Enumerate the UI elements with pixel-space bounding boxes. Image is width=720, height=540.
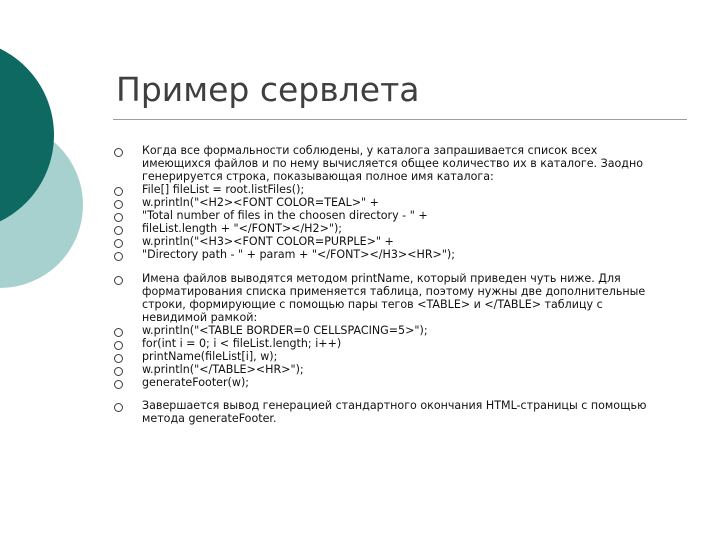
paragraph-line: "Directory path - " + param + "</FONT></H3><HR>"); <box>142 248 455 261</box>
paragraph-line: имеющихся файлов и по нему вычисляется общее количество их в каталоге. Заодно <box>142 157 644 170</box>
paragraph-line: w.println("</TABLE><HR>"); <box>142 363 304 376</box>
paragraph-line: w.println("<TABLE BORDER=0 CELLSPACING=5>"); <box>142 324 428 337</box>
paragraph-line: File[] fileList = root.listFiles(); <box>142 183 305 196</box>
paragraph-line: fileList.length + "</FONT></H2>"); <box>142 222 343 235</box>
bullet-icon <box>114 213 123 222</box>
paragraph-line: w.println("<H2><FONT COLOR=TEAL>" + <box>142 196 379 209</box>
bullet-icon <box>114 354 123 363</box>
bullet-icon <box>114 148 123 157</box>
paragraph-line: генерируется строка, показывающая полное имя каталога: <box>142 170 494 183</box>
paragraph-line: строки, формирующие с помощью пары тегов <TABLE> и </TABLE> таблицу с <box>142 298 603 311</box>
slide-title: Пример сервлета <box>116 70 420 109</box>
paragraph-line: Имена файлов выводятся методом printName, который приведен чуть ниже. Для <box>142 272 621 285</box>
paragraph-line: форматирования списка применяется таблица, поэтому нужны две дополнительные <box>142 285 646 298</box>
paragraph-line: "Total number of files in the choosen directory - " + <box>142 209 428 222</box>
bullet-icon <box>114 276 123 285</box>
bullet-icon <box>114 367 123 376</box>
paragraph-line: w.println("<H3><FONT COLOR=PURPLE>" + <box>142 235 394 248</box>
bullet-icon <box>114 226 123 235</box>
paragraph-line: Завершается вывод генерацией стандартного окончания HTML-страницы с помощью <box>142 399 647 412</box>
paragraph-line: метода generateFooter. <box>142 412 277 425</box>
bullet-icon <box>114 200 123 209</box>
bullet-icon <box>114 380 123 389</box>
bullet-icon <box>114 239 123 248</box>
title-divider <box>113 119 687 120</box>
paragraph-line: невидимой рамкой: <box>142 311 258 324</box>
bullet-icon <box>114 341 123 350</box>
bullet-icon <box>114 328 123 337</box>
paragraph-line: for(int i = 0; i < fileList.length; i++) <box>142 337 342 350</box>
bullet-icon <box>114 403 123 412</box>
bullet-icon <box>114 252 123 261</box>
paragraph-line: generateFooter(w); <box>142 376 250 389</box>
bullet-icon <box>114 187 123 196</box>
paragraph-line: printName(fileList[i], w); <box>142 350 278 363</box>
paragraph-line: Когда все формальности соблюдены, у каталога запрашивается список всех <box>142 144 598 157</box>
